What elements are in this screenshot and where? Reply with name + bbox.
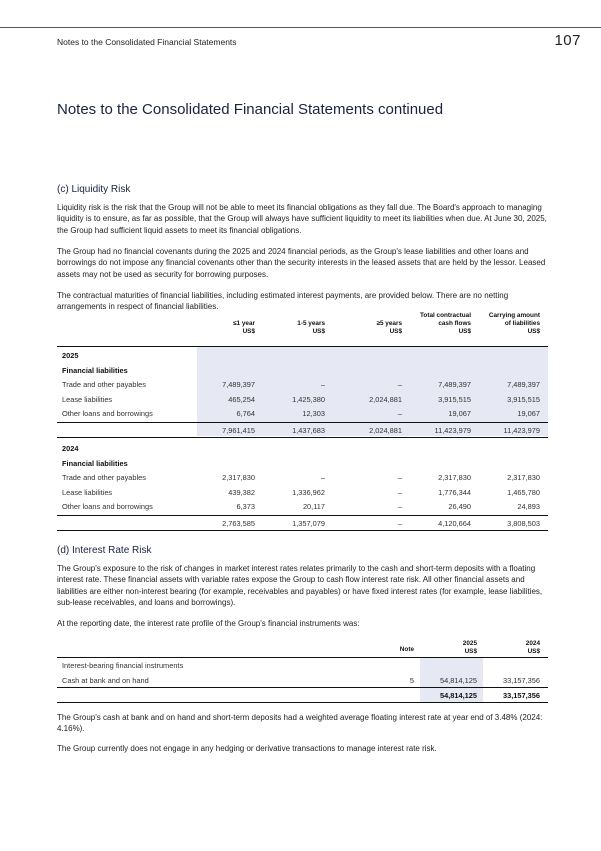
subheading: Financial liabilities <box>62 365 128 375</box>
liquidity-paragraph: The contractual maturities of financial liabilities, including estimated interest payments, are provided below. There are no netting arrangements in respect of financial liabilities. <box>57 291 509 312</box>
interest-paragraph: At the reporting date, the interest rate profile of the Group's financial instruments was: <box>57 619 360 628</box>
col-note: Note <box>399 646 414 653</box>
cell-value: 7,489,397 <box>438 380 471 389</box>
column-header: Total contractual cash flows US$ <box>419 312 471 335</box>
cell-value: 20,117 <box>302 502 325 511</box>
cell-value: – <box>320 473 325 482</box>
row-label: Cash at bank and on hand <box>62 676 149 685</box>
col-2024: 2024 US$ <box>525 640 540 655</box>
interest-table <box>57 637 548 707</box>
cell-value: 19,067 <box>448 409 471 418</box>
interest-paragraph: The Group's cash at bank and on hand and short-term deposits had a weighted average floating interest rate at year end of 3.48% (2024: 4.16%). <box>57 713 543 734</box>
year-label: 2024 <box>62 444 79 453</box>
table-row <box>57 380 548 394</box>
value-2025: 54,814,125 <box>440 676 477 685</box>
total-value: 7,961,415 <box>222 425 255 435</box>
rule <box>57 657 548 658</box>
page-number: 107 <box>554 32 581 49</box>
rule <box>57 702 548 703</box>
cell-value: – <box>320 380 325 389</box>
col-2025: 2025 US$ <box>462 640 477 655</box>
cell-value: 2,317,830 <box>222 473 255 482</box>
cell-value: 2,317,830 <box>507 473 540 482</box>
rule <box>57 346 548 347</box>
row-label: Other loans and borrowings <box>62 502 153 511</box>
cell-value: 3,915,515 <box>507 394 540 404</box>
liquidity-paragraph: Liquidity risk is the risk that the Group will not be able to meet its financial obligations as they fall due. The Board's approach to managing liquidity is to ensure, as far as possible, that the Group will always have sufficient liquidity to meet its liabilities when due. At June 30, 2025, the Group had sufficient liquid assets to meet its financial obligations. <box>57 203 547 235</box>
cell-value: 2,024,881 <box>369 394 402 404</box>
total-2025: 54,814,125 <box>440 691 477 700</box>
table-row <box>57 488 548 502</box>
cell-value: 24,893 <box>517 502 540 511</box>
cell-value: – <box>397 487 402 497</box>
cell-value: 465,254 <box>228 394 255 404</box>
rule <box>57 687 548 688</box>
column-header: ≤1 year US$ <box>233 320 255 335</box>
cell-value: 1,465,780 <box>507 487 540 497</box>
cell-value: 1,425,380 <box>292 394 325 404</box>
row-label: Trade and other payables <box>62 380 146 389</box>
cell-value: 1,776,344 <box>438 487 471 497</box>
total-value: 3,808,503 <box>507 518 540 528</box>
total-2024: 33,157,356 <box>503 691 540 700</box>
rule <box>57 437 548 438</box>
row-label: Trade and other payables <box>62 473 146 482</box>
rule <box>57 515 548 516</box>
cell-value: 7,489,397 <box>222 380 255 389</box>
rule <box>57 530 548 531</box>
value-2024: 33,157,356 <box>503 676 540 685</box>
cell-value: 2,317,830 <box>438 473 471 482</box>
cell-value: – <box>397 473 402 482</box>
total-value: 1,357,079 <box>292 518 325 528</box>
total-value: 2,024,881 <box>369 425 402 435</box>
liquidity-paragraph: The Group had no financial covenants during the 2025 and 2024 financial periods, as the Group's lease liabilities and other loans and borrowings do not impose any financial covenants other than the security interests in the leased assets that are held by the lessor. Leased assets may not be used as security for borrowing purposes. <box>57 247 546 279</box>
cell-value: 439,382 <box>228 487 255 497</box>
cell-value: 19,067 <box>517 409 540 418</box>
cell-value: 6,764 <box>236 409 255 418</box>
running-title: Notes to the Consolidated Financial Statements <box>57 37 237 47</box>
total-value: 11,423,979 <box>503 425 540 435</box>
total-value: 2,763,585 <box>222 518 255 528</box>
note-ref: 5 <box>409 676 414 685</box>
subheading: Financial liabilities <box>62 458 128 468</box>
total-value: 1,437,683 <box>292 425 325 435</box>
row-label: Lease liabilities <box>62 394 113 404</box>
section-label: Interest-bearing financial instruments <box>62 661 184 670</box>
row-label: Other loans and borrowings <box>62 409 153 418</box>
column-header: 1-5 years US$ <box>297 320 325 335</box>
total-value: 4,120,664 <box>438 518 471 528</box>
column-header: ≥5 years US$ <box>376 320 402 335</box>
cell-value: 3,915,515 <box>438 394 471 404</box>
rule <box>57 422 548 423</box>
page-title: Notes to the Consolidated Financial Statements continued <box>57 101 444 118</box>
row-label: Lease liabilities <box>62 487 113 497</box>
liquidity-heading: (c) Liquidity Risk <box>57 184 131 195</box>
year-label: 2025 <box>62 351 79 360</box>
interest-heading: (d) Interest Rate Risk <box>57 545 152 556</box>
total-value: – <box>397 518 402 528</box>
cell-value: 12,303 <box>302 409 325 418</box>
cell-value: 6,373 <box>236 502 255 511</box>
cell-value: 26,490 <box>448 502 471 511</box>
header-rule <box>0 27 601 28</box>
interest-paragraph: The Group currently does not engage in any hedging or derivative transactions to manage interest rate risk. <box>57 744 437 753</box>
column-header: Carrying amount of liabilities US$ <box>488 312 540 335</box>
cell-value: 1,336,962 <box>292 487 325 497</box>
table-row <box>57 473 548 487</box>
table-row <box>57 395 548 409</box>
total-value: 11,423,979 <box>434 425 471 435</box>
liquidity-table <box>57 312 548 532</box>
cell-value: 7,489,397 <box>507 380 540 389</box>
cell-value: – <box>397 409 402 418</box>
cell-value: – <box>397 380 402 389</box>
interest-paragraph: The Group's exposure to the risk of changes in market interest rates relates primarily to the cash and short-term deposits with a floating interest rate. These financial assets with variable rates expose the Group to cash flow interest rate risk. All other financial assets and liabilities are either non-interest bearing (for example, receivables and payables) or have fixed interest rates (for example, lease liabilities, sub-lease receivables, and loans and borrowings). <box>57 564 543 607</box>
cell-value: – <box>397 502 402 511</box>
